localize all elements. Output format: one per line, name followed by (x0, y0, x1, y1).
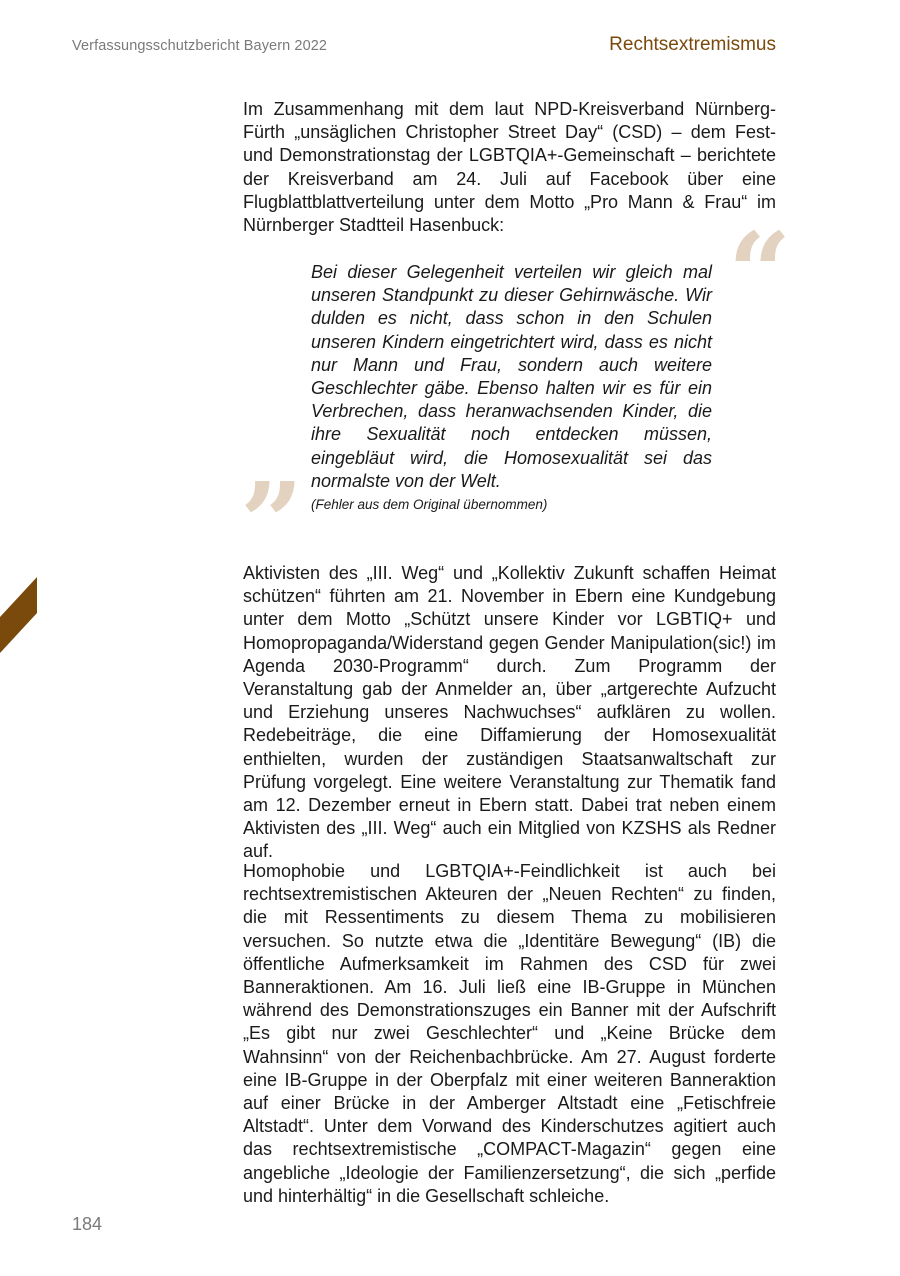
quote-text: Bei dieser Gelegenheit verteilen wir gleich mal unseren Standpunkt zu dieser Gehirnwäsche. Wir dulden es nicht, dass schon in den Schulen unseren Kindern eingetrichtert wird, dass es nicht nur Mann und Frau, sondern auch weitere Geschlechter gäbe. Ebenso halten wir es für ein Verbrechen, dass heranwachsenden Kinder, die ihre Sexualität noch entdecken müssen, eingebläut wird, die Homosexualität sei das normalste von der Welt. (311, 262, 712, 491)
close-quote-mark-icon: ” (240, 458, 304, 587)
page-number: 184 (72, 1214, 103, 1234)
quote-note: (Fehler aus dem Original übernommen) (311, 497, 548, 513)
body-paragraph-2: Aktivisten des „III. Weg“ und „Kollektiv Zukunft schaffen Heimat schützen“ führten am 21. November in Ebern eine Kundgebung unter dem Motto „Schützt unsere Kinder vor LGBTIQ+ und Homopropaganda/Widerstand gegen Gender Manipulation(sic!) im Agenda 2030-Programm“ durch. Zum Programm der Veranstaltung gab der Anmelder an, über „artgerechte Aufzucht und Erziehung unseres Nachwuchses“ aufklären zu wollen. Redebeiträge, die eine Diffamierung der Homosexualität enthielten, wurden der zuständigen Staatsanwaltschaft zur Prüfung vorgelegt. Eine weitere Veranstaltung zur Thematik fand am 12. Dezember erneut in Ebern statt. Dabei trat neben einem Aktivisten des „III. Weg“ auch ein Mitglied von KZSHS als Redner auf. (243, 563, 776, 862)
open-quote-mark-icon: “ (728, 208, 792, 337)
block-quote (311, 261, 712, 512)
document-title: Verfassungsschutzbericht Bayern 2022 (72, 38, 328, 54)
body-paragraph-3: Homophobie und LGBTQIA+-Feindlichkeit ist auch bei rechtsextremistischen Akteuren der „Neuen Rechten“ zu finden, die mit Ressentiments zu diesem Thema zu mobilisieren versuchen. So nutzte etwa die „Identitäre Bewegung“ (IB) die öffentliche Aufmerksamkeit im Rahmen des CSD für zwei Banneraktionen. Am 16. Juli ließ eine IB-Gruppe in München während des Demonstrationszuges ein Banner mit der Aufschrift „Es gibt nur zwei Geschlechter“ und „Keine Brücke dem Wahnsinn“ von der Reichenbachbrücke. Am 27. August forderte eine IB-Gruppe in der Oberpfalz mit einer weiteren Banneraktion auf einer Brücke in der Amberger Altstadt eine „Fetischfreie Altstadt“. Unter dem Vorwand des Kinderschutzes agitiert auch das rechtsextremistische „COMPACT-Magazin“ gegen eine angebliche „Ideologie der Familienzersetzung“, die sich „perfide und hinterhältig“ in die Gesellschaft schleiche. (243, 861, 776, 1206)
chapter-title: Rechtsextremismus (609, 34, 776, 55)
chapter-marker-icon (0, 577, 37, 653)
body-paragraph-1: Im Zusammenhang mit dem laut NPD-Kreisverband Nürnberg-Fürth „unsäglichen Christopher Street Day“ (CSD) – dem Fest- und Demonstrationstag der LGBTQIA+-Gemeinschaft – berichtete der Kreisverband am 24. Juli auf Facebook über eine Flugblattblattverteilung unter dem Motto „Pro Mann & Frau“ im Nürnberger Stadtteil Hasenbuck: (243, 99, 776, 236)
